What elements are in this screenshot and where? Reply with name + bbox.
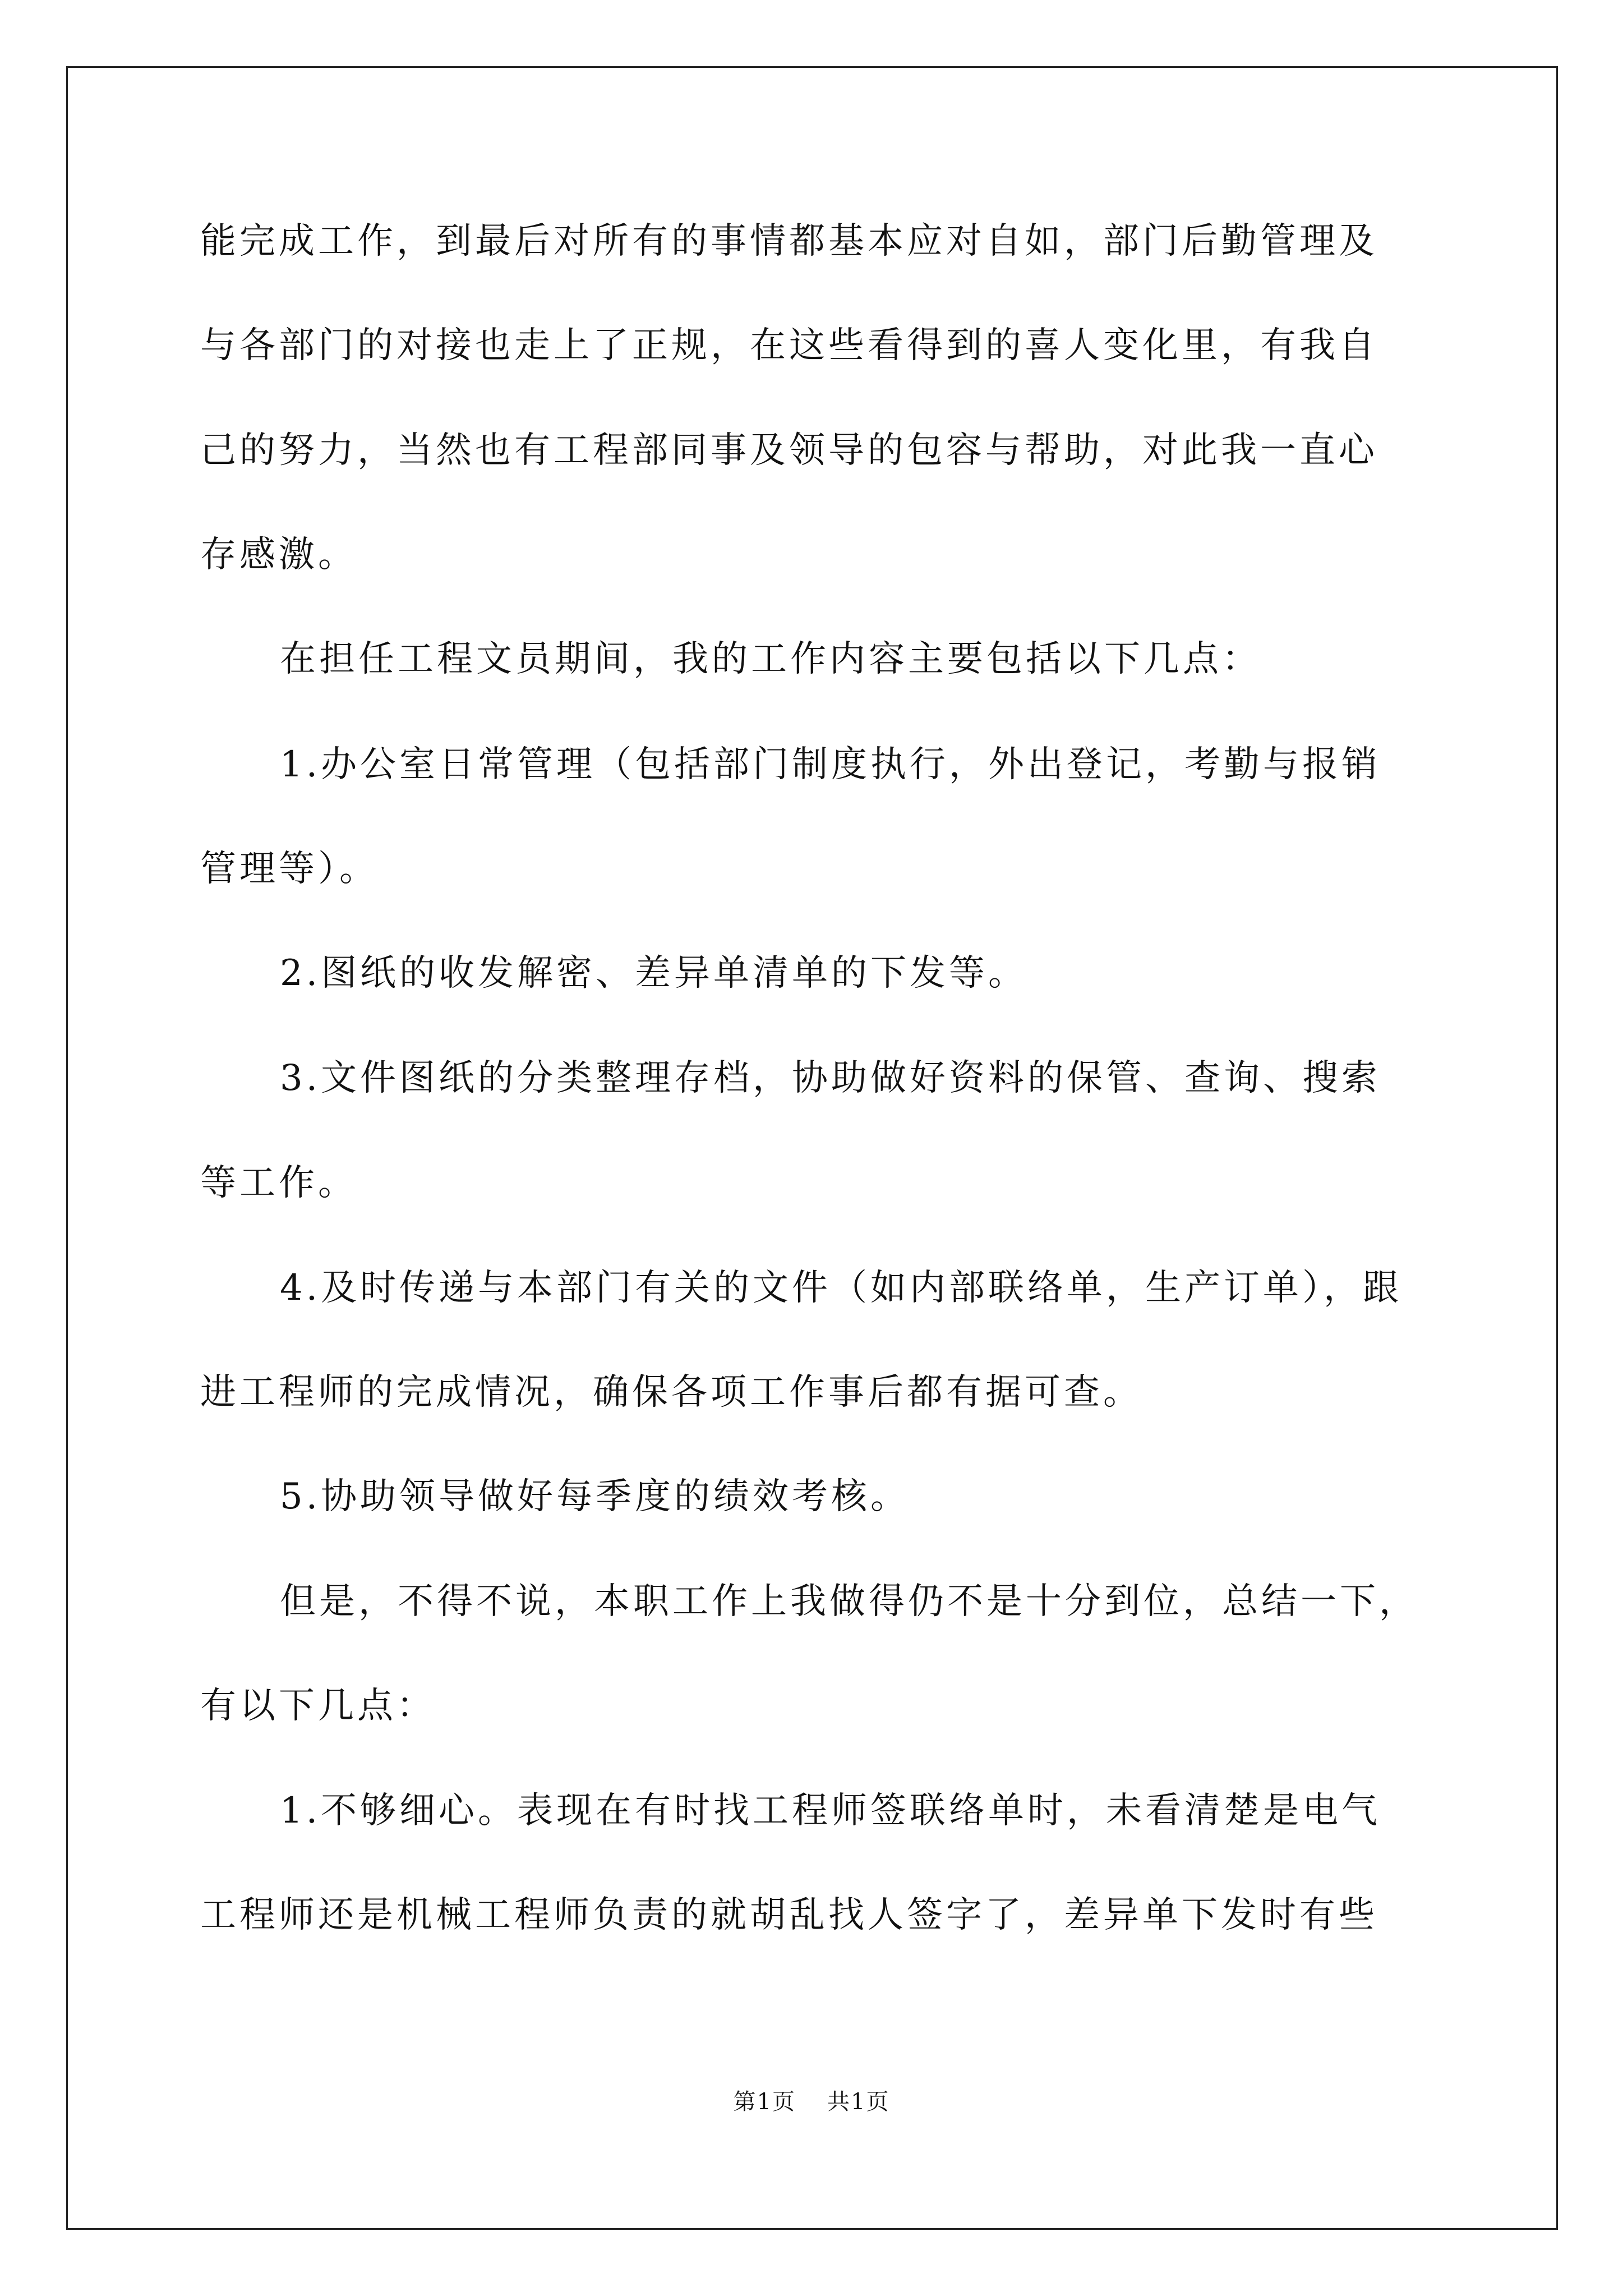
text-line: 但是，不得不说，本职工作上我做得仍不是十分到位，总结一下， — [280, 1581, 1418, 1622]
page-total: 共1页 — [827, 2089, 890, 2115]
text-line: 1.办公室日常管理（包括部门制度执行，外出登记，考勤与报销 — [280, 744, 1381, 785]
text-line: 与各部门的对接也走上了正规，在这些看得到的喜人变化里，有我自 — [200, 325, 1378, 366]
text-line: 己的努力，当然也有工程部同事及领导的包容与帮助，对此我一直心 — [200, 430, 1378, 471]
text-line: 在担任工程文员期间，我的工作内容主要包括以下几点： — [280, 638, 1261, 680]
text-line: 5.协助领导做好每季度的绩效考核。 — [280, 1476, 910, 1517]
text-line: 等工作。 — [200, 1162, 357, 1204]
text-line: 2.图纸的收发解密、差异单清单的下发等。 — [280, 953, 1028, 994]
text-line: 进工程师的完成情况，确保各项工作事后都有据可查。 — [200, 1372, 1142, 1413]
text-line: 管理等）。 — [200, 848, 379, 890]
page-footer — [0, 2084, 1623, 2116]
text-line: 存感激。 — [200, 534, 357, 576]
text-line: 工程师还是机械工程师负责的就胡乱找人签字了，差异单下发时有些 — [200, 1894, 1378, 1936]
text-line: 能完成工作，到最后对所有的事情都基本应对自如，部门后勤管理及 — [200, 220, 1378, 262]
text-line: 3.文件图纸的分类整理存档，协助做好资料的保管、查询、搜索 — [280, 1057, 1381, 1099]
text-line: 1.不够细心。表现在有时找工程师签联络单时，未看清楚是电气 — [280, 1790, 1381, 1832]
text-line: 有以下几点： — [200, 1685, 436, 1727]
page-number: 第1页 — [733, 2089, 796, 2115]
text-line: 4.及时传递与本部门有关的文件（如内部联络单，生产订单），跟 — [280, 1267, 1403, 1309]
